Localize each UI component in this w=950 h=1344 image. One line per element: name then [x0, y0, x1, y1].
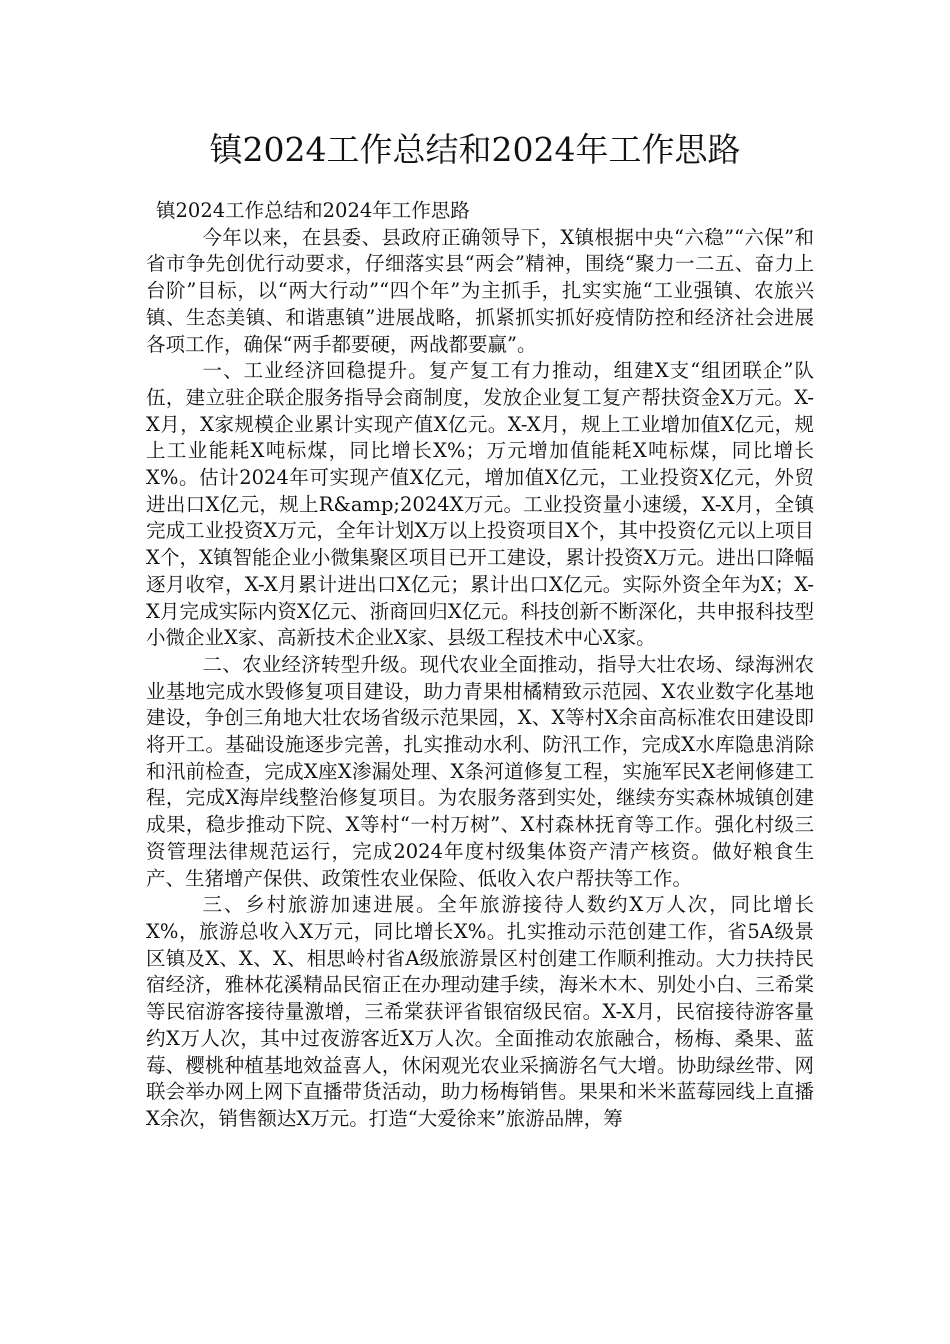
document-body [146, 198, 814, 1133]
document-title: 镇2024工作总结和2024年工作思路 [209, 130, 741, 169]
paragraph-agriculture: 二、农业经济转型升级。现代农业全面推动，指导大壮农场、绿海洲农业基地完成水毁修复项目建设，助力青果柑橘精致示范园、X农业数字化基地建设，争创三角地大壮农场省级示范果园，X、X等村X余亩高标准农田建设即将开工。基础设施逐步完善，扎实推动水利、防汛工作，完成X水库隐患消除和汛前检查，完成X座X渗漏处理、X条河道修复工程，实施军民X老闸修建工程，完成X海岸线整治修复项目。为农服务落到实处，继续夯实森林城镇创建成果，稳步推动下院、X等村“一村万树”、X村森林抚育等工作。强化村级三资管理法律规范运行，完成2024年度村级集体资产清产核资。做好粮食生产、生猪增产保供、政策性农业保险、低收入农户帮扶等工作。 [146, 652, 814, 890]
paragraph-tourism: 三、乡村旅游加速进展。全年旅游接待人数约X万人次，同比增长X%，旅游总收入X万元，同比增长X%。扎实推动示范创建工作，省5A级景区镇及X、X、X、相思岭村省A级旅游景区村创建工作顺利推动。大力扶持民宿经济，雅林花溪精品民宿正在办理动建手续，海米木木、别处小白、三希棠等民宿游客接待量激增，三希棠获评省银宿级民宿。X-X月，民宿接待游客量约X万人次，其中过夜游客近X万人次。全面推动农旅融合，杨梅、桑果、蓝莓、樱桃种植基地效益喜人，休闲观光农业采摘游名气大增。协助绿丝带、网联会举办网上网下直播带货活动，助力杨梅销售。果果和米米蓝莓园线上直播X余次，销售额达X万元。打造“大爱徐来”旅游品牌，筹 [146, 893, 814, 1130]
document-subtitle: 镇2024工作总结和2024年工作思路 [156, 199, 470, 222]
paragraph-industry: 一、工业经济回稳提升。复产复工有力推动，组建X支“组团联企”队伍，建立驻企联企服务指导会商制度，发放企业复工复产帮扶资金X万元。X-X月，X家规模企业累计实现产值X亿元。X-X月，规上工业增加值X亿元，规上工业能耗X吨标煤，同比增长X%；万元增加值能耗X吨标煤，同比增长X%。估计2024年可实现产值X亿元，增加值X亿元，工业投资X亿元，外贸进出口X亿元，规上R&amp;2024X万元。工业投资量小速缓，X-X月，全镇完成工业投资X万元，全年计划X万以上投资项目X个，其中投资亿元以上项目X个，X镇智能企业小微集聚区项目已开工建设，累计投资X万元。进出口降幅逐月收窄，X-X月累计进出口X亿元；累计出口X亿元。实际外资全年为X；X-X月完成实际内资X亿元、浙商回归X亿元。科技创新不断深化，共申报科技型小微企业X家、高新技术企业X家、县级工程技术中心X家。 [146, 359, 814, 650]
paragraph-intro: 今年以来，在县委、县政府正确领导下，X镇根据中央“六稳”“六保”和省市争先创优行动要求，仔细落实县“两会”精神，围绕“聚力一二五、奋力上台阶”目标，以“两大行动”“四个年”为主抓手，扎实实施“工业强镇、农旅兴镇、生态美镇、和谐惠镇”进展战略，抓紧抓实抓好疫情防控和经济社会进展各项工作，确保“两手都要硬，两战都要赢”。 [146, 225, 814, 356]
